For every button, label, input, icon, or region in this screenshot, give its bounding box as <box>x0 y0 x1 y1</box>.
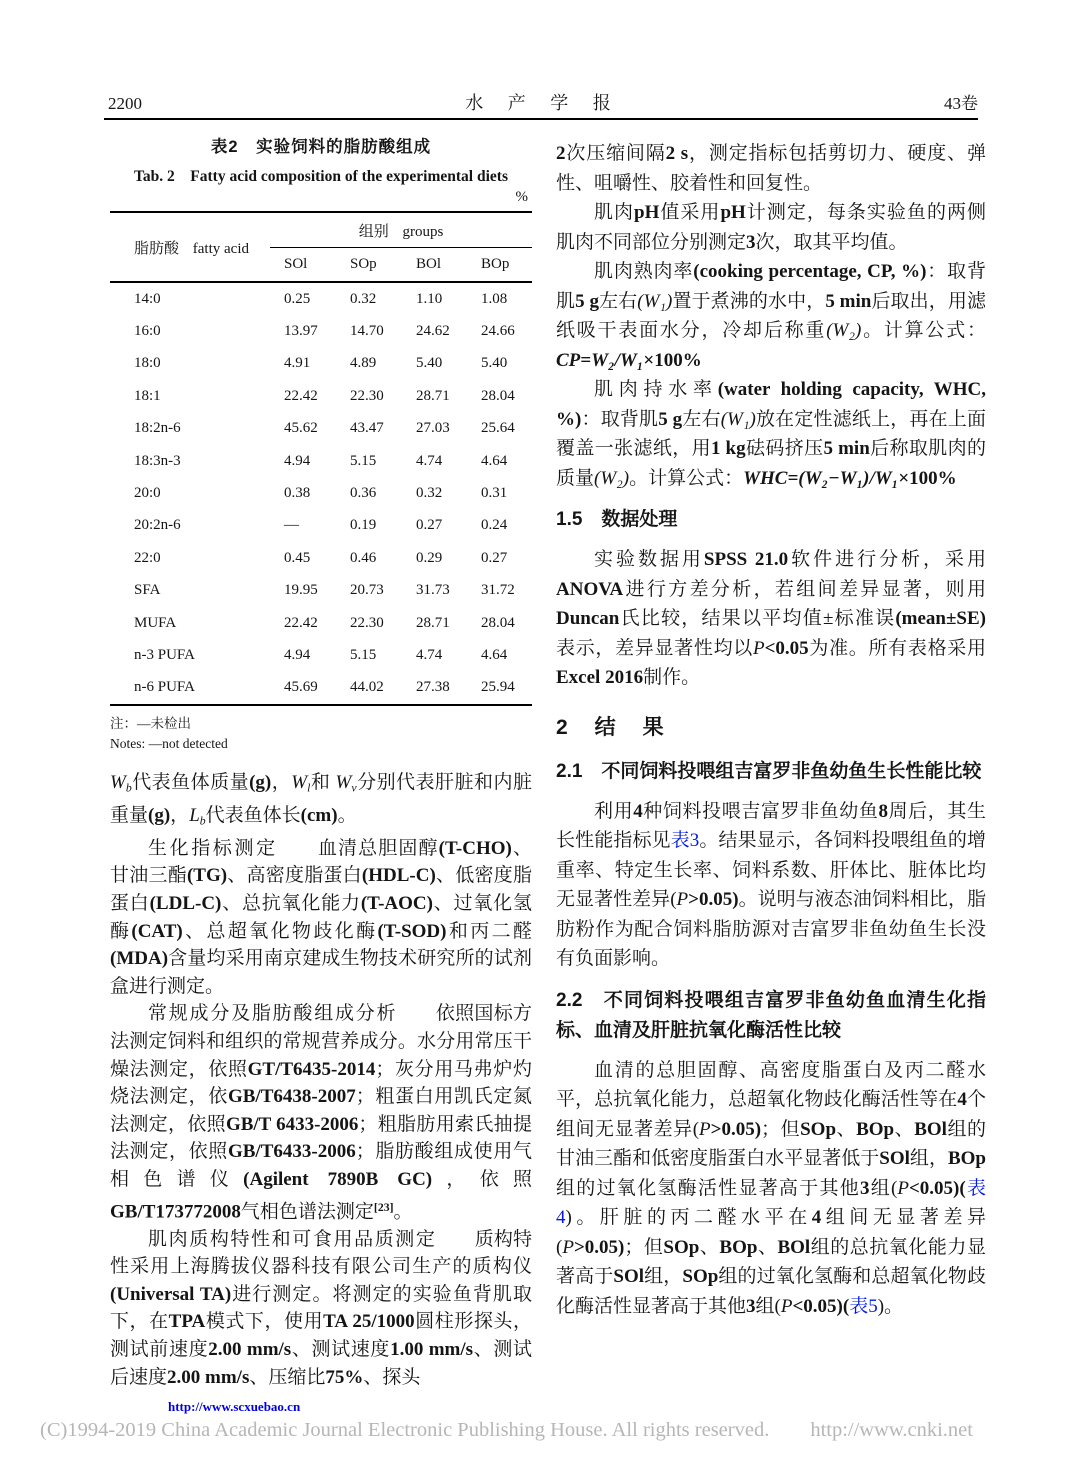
text-segment: SOp <box>800 1118 837 1140</box>
text-segment: 组的甘油三酯和低密度脂蛋白水平显著低于 <box>556 1118 986 1169</box>
text-segment: BOl <box>777 1236 811 1258</box>
text-segment: 、甘油三酯 <box>110 837 532 887</box>
table2-title-zh: 表2 实验饲料的脂肪酸组成 <box>210 138 432 156</box>
text-segment: 进行方差分析，若组间差异显著，则用 <box>623 578 986 600</box>
text-segment: P <box>699 1118 711 1140</box>
table-cell: 43.47 <box>350 420 384 437</box>
fatty-acid-table-body <box>110 282 532 705</box>
table-cell: 22.30 <box>350 614 384 631</box>
text-segment: 分别代表肝脏和内脏重量 <box>110 772 532 826</box>
left-column <box>110 133 532 1391</box>
text-segment: 放在定性滤纸上，再在上面覆盖一张滤纸，用 <box>556 408 986 459</box>
text-segment: 2 s <box>665 143 689 164</box>
text-segment: 依照国标方法测定饲料和组织的常规营养成分。水分用常压干燥法测定，依照 <box>110 1003 532 1080</box>
text-segment: (Universal TA) <box>110 1283 232 1305</box>
text-segment: CP=W₂/W₁ <box>556 349 644 371</box>
text-segment: 5 g <box>575 290 599 312</box>
table-cell: 5.15 <box>350 646 377 663</box>
text-segment: 。 <box>337 804 357 826</box>
text-segment: >0.05) <box>688 889 739 910</box>
text-segment: ANOVA <box>556 578 624 600</box>
text-segment: SOp <box>663 1236 700 1258</box>
text-segment: ×100% <box>898 467 957 489</box>
text-segment: 、总超氧化物歧化酶 <box>182 920 378 942</box>
row-header-zh: 脂肪酸 <box>134 240 180 257</box>
text-segment: 3 <box>860 1177 870 1199</box>
text-segment: 组， <box>644 1266 683 1287</box>
text-segment: ×100% <box>643 349 702 371</box>
text-segment: ；粗脂肪用索氏抽提法测定，依照 <box>110 1113 532 1163</box>
text-segment: 、探头 <box>363 1366 421 1388</box>
text-segment: 、过氧化氢酶 <box>110 893 532 942</box>
table-cell: 44.02 <box>350 679 384 696</box>
table-note <box>110 714 532 754</box>
text-segment: Duncan <box>556 608 620 629</box>
text-segment: 4 <box>811 1207 822 1228</box>
text-segment: 生化指标测定 <box>148 837 278 859</box>
table-cell: 0.32 <box>416 485 443 502</box>
text-segment: 制作。 <box>643 667 701 688</box>
text-segment: 肌肉 <box>594 202 635 223</box>
text-segment: (W₁) <box>720 408 756 430</box>
text-segment: 2.00 mm/s <box>208 1339 292 1361</box>
text-segment: 次，取其平均值。 <box>755 231 908 253</box>
text-segment: 。说明与液态油饲料相比，脂肪粉作为配合饲料脂肪源对吉富罗非鱼幼鱼生长没有负面影响。 <box>556 889 986 969</box>
fatty-acid-label: n-6 PUFA <box>134 679 195 696</box>
text-segment: 计测定，每条实验鱼的两侧肌肉不同部位分别测定 <box>556 202 986 253</box>
text-segment: )。肝脏的丙二醛水平在 <box>565 1207 812 1228</box>
text-segment: 进行测定。将测定的实验鱼背肌取下，在 <box>110 1283 532 1333</box>
table-cell: 24.66 <box>481 323 515 340</box>
text-segment: <0.05)( <box>792 1295 850 1317</box>
paragraph <box>556 1056 986 1322</box>
text-segment: TA 25/1000 <box>323 1311 415 1333</box>
text-segment: BOl <box>914 1118 947 1140</box>
text-segment: 模式下，使用 <box>205 1311 324 1333</box>
text-segment: 2 <box>556 143 566 164</box>
text-segment: 左右 <box>598 290 638 312</box>
table-ref-link[interactable]: 表4 <box>556 1177 986 1228</box>
table-cell: 4.74 <box>416 452 443 469</box>
table-row <box>110 315 532 347</box>
text-segment: 4 <box>957 1089 967 1110</box>
text-segment: 2.00 mm/s <box>167 1366 250 1388</box>
text-segment: 为准。所有表格采用 <box>808 637 986 659</box>
text-segment: 血清的总胆固醇、高密度脂蛋白及丙二醛水平，总抗氧化能力，总超氧化物歧化酶活性等在 <box>556 1059 986 1110</box>
table-note-en: Notes: —not detected <box>110 736 228 752</box>
table-cell: 0.19 <box>350 517 377 534</box>
text-segment: 5 min <box>823 438 870 459</box>
text-segment: P <box>897 1177 909 1199</box>
text-segment: 软件进行分析，采用 <box>788 549 986 570</box>
text-segment: (cooking percentage, CP, %) <box>693 261 927 282</box>
text-segment: (W₁) <box>637 290 673 312</box>
text-segment: GB/T6438-2007 <box>227 1086 356 1108</box>
paragraph <box>110 835 532 1001</box>
table-cell: 5.40 <box>481 355 508 372</box>
text-segment: l <box>307 781 311 795</box>
text-segment: ；但 <box>761 1118 801 1140</box>
text-segment: (g) <box>249 772 272 794</box>
text-segment: BOp <box>719 1236 758 1258</box>
text-segment: ；但 <box>624 1236 664 1258</box>
text-segment: 、测试速度 <box>291 1339 391 1361</box>
text-segment: W <box>110 772 126 794</box>
text-segment: 代表鱼体长 <box>205 804 301 826</box>
table-cell: 4.94 <box>284 646 311 663</box>
text-segment: 1.00 mm/s <box>390 1339 474 1361</box>
text-segment: 后称取肌肉的质量 <box>556 438 986 489</box>
text-segment: L <box>189 804 200 826</box>
table-cell: 0.29 <box>416 549 443 566</box>
table-cell: 45.69 <box>284 679 318 696</box>
text-segment: 肌肉质构特性和可食用品质测定 <box>148 1228 437 1250</box>
text-segment: 、高密度脂蛋白 <box>227 865 362 887</box>
text-segment: 血清总胆固醇 <box>317 837 439 859</box>
text-segment: 常规成分及脂肪酸组成分析 <box>148 1003 398 1025</box>
text-segment: 和 <box>310 772 336 794</box>
text-segment: ，依照 <box>432 1168 532 1190</box>
table-row <box>110 282 532 315</box>
table-row <box>110 348 532 380</box>
row-header-en: fatty acid <box>192 240 249 257</box>
text-segment: 75% <box>325 1366 364 1388</box>
text-segment: (HDL-C) <box>361 865 436 887</box>
text-segment: 、 <box>699 1236 720 1258</box>
text-segment: SOl <box>879 1148 910 1169</box>
text-segment: (T-AOC) <box>360 893 433 915</box>
text-segment: (TG) <box>186 865 228 887</box>
text-segment: 气相色谱法测定 <box>240 1201 374 1223</box>
table-cell: 28.71 <box>416 387 450 404</box>
text-segment: 组( <box>755 1295 781 1317</box>
text-segment: 、低密度脂蛋白 <box>110 865 532 915</box>
table-row <box>110 575 532 607</box>
text-segment: 后取出，用滤纸吸干表面水分，冷却后称重 <box>556 290 986 341</box>
text-segment: P <box>562 1236 574 1258</box>
text-segment: b <box>199 814 206 828</box>
section-heading-1-5: 1.5 数据处理 <box>556 509 678 530</box>
table-cell: 4.74 <box>416 646 443 663</box>
text-segment: 。计算公式： <box>629 467 744 489</box>
page-header <box>108 89 978 115</box>
fatty-acid-label: SFA <box>134 582 161 599</box>
paragraph <box>556 375 986 493</box>
table-cell: 1.10 <box>416 290 443 307</box>
table-cell: 27.38 <box>416 679 450 696</box>
fatty-acid-label: n-3 PUFA <box>134 646 195 663</box>
text-segment: b <box>125 781 132 795</box>
text-segment: 、总抗氧化能力 <box>221 893 361 915</box>
text-segment: 。 <box>393 1201 413 1223</box>
table-cell: 25.64 <box>481 420 515 437</box>
fatty-acid-table <box>110 211 532 706</box>
text-segment: >0.05) <box>573 1236 625 1258</box>
text-segment: [23] <box>373 1200 394 1214</box>
text-segment: 1 kg <box>710 438 746 459</box>
text-segment <box>397 1003 436 1024</box>
text-segment: (LDL-C) <box>149 893 222 915</box>
table-cell: 4.64 <box>481 452 508 469</box>
journal-website-link[interactable]: http://www.scxuebao.cn <box>168 1399 301 1414</box>
text-segment: SOl <box>613 1266 644 1287</box>
text-segment: BOp <box>856 1118 895 1140</box>
text-segment: W <box>291 772 308 794</box>
table-cell: 0.31 <box>481 485 508 502</box>
table-row <box>110 445 532 477</box>
text-segment: BOp <box>947 1148 986 1169</box>
paragraph <box>556 545 986 693</box>
table-cell: 0.27 <box>481 549 508 566</box>
table-ref-link[interactable]: 表3 <box>670 830 700 851</box>
text-segment: P <box>676 889 689 910</box>
table-cell: 1.08 <box>481 290 508 307</box>
table-cell: 0.25 <box>284 290 311 307</box>
section-heading-2-1: 2.1 不同饲料投喂组吉富罗非鱼幼鱼生长性能比较 <box>556 760 982 782</box>
text-segment: 肌肉持水率 <box>594 379 718 400</box>
table-row <box>110 510 532 542</box>
table-cell: 22.42 <box>284 614 318 631</box>
column-header: BOp <box>467 248 532 283</box>
table-row <box>110 380 532 412</box>
text-segment: TPA <box>168 1311 206 1333</box>
text-segment: GT/T6435-2014 <box>247 1058 376 1080</box>
fatty-acid-label: 22:0 <box>134 549 161 566</box>
paragraph <box>556 257 986 375</box>
table-cell: — <box>284 517 299 534</box>
table-cell: 45.62 <box>284 420 318 437</box>
section-heading-2-2: 2.2 不同饲料投喂组吉富罗非鱼幼鱼血清生化指标、血清及肝脏抗氧化酶活性比较 <box>556 989 986 1041</box>
text-segment: 、压缩比 <box>249 1366 326 1388</box>
text-segment: SPSS 21.0 <box>703 549 789 570</box>
table-cell: 19.95 <box>284 582 318 599</box>
text-segment: ；粗蛋白用凯氏定氮法测定，依照 <box>110 1086 532 1135</box>
text-segment: 组的过氧化氢酶和总超氧化物歧化酶活性显著高于其他 <box>556 1266 986 1317</box>
text-segment: 组间无显著差异( <box>556 1207 986 1258</box>
group-header-zh: 组别 <box>358 223 389 240</box>
text-segment: 利用 <box>594 800 634 822</box>
text-segment: pH <box>634 202 660 223</box>
table-cell: 4.89 <box>350 355 377 372</box>
text-segment: >0.05) <box>710 1118 762 1140</box>
text-segment: (g) <box>148 804 171 826</box>
text-segment: 值采用 <box>659 202 721 223</box>
text-segment: ：取背肌 <box>581 408 659 430</box>
text-segment: GB/T173772008 <box>110 1201 241 1223</box>
fatty-acid-label: 14:0 <box>134 290 161 307</box>
text-segment: 表示，差异显著性均以 <box>556 637 753 659</box>
text-segment: 肌肉熟肉率 <box>594 261 694 282</box>
table-cell: 4.91 <box>284 355 311 372</box>
paragraph <box>110 1226 532 1392</box>
journal-title: 水 产 学 报 <box>465 93 621 113</box>
table-cell: 22.30 <box>350 387 384 404</box>
text-segment: ， <box>271 772 292 794</box>
text-segment: 、测试后速度 <box>110 1339 532 1388</box>
text-segment: GB/T6433-2006 <box>227 1141 356 1163</box>
text-segment: 3 <box>746 231 756 253</box>
table-cell: 14.70 <box>350 323 384 340</box>
table-cell: 13.97 <box>284 323 318 340</box>
text-segment: (water holding capacity, WHC, %) <box>556 379 986 430</box>
table-row <box>110 542 532 574</box>
table-cell: 0.24 <box>481 517 508 534</box>
text-segment: 周后，其生长性能指标见 <box>556 800 986 851</box>
text-segment: 代表鱼体质量 <box>131 772 250 794</box>
text-segment: (W₂) <box>594 467 630 489</box>
page-number: 2200 <box>108 94 142 113</box>
table-ref-link[interactable]: 表5 <box>849 1295 878 1317</box>
table-cell: 0.46 <box>350 549 377 566</box>
table-cell: 28.71 <box>416 614 450 631</box>
table-cell: 22.42 <box>284 387 318 404</box>
table-row <box>110 639 532 671</box>
text-segment: 种饲料投喂吉富罗非鱼幼鱼 <box>642 800 879 822</box>
paragraph <box>556 139 986 198</box>
text-segment: 5 min <box>825 290 872 312</box>
text-segment: <0.05)( <box>908 1177 966 1199</box>
text-segment: v <box>351 781 357 795</box>
text-segment: 。结果显示，各饲料投喂组鱼的增重率、特定生长率、饲料系数、肝体比、脏体比均无显著性差异( <box>556 830 986 910</box>
table-cell: 20.73 <box>350 582 384 599</box>
table-cell: 0.38 <box>284 485 311 502</box>
text-segment: ，测定指标包括剪切力、硬度、弹性、咀嚼性、胶着性和回复性。 <box>556 143 986 194</box>
table-cell: 0.32 <box>350 290 377 307</box>
column-header: BOl <box>402 248 467 283</box>
paragraph <box>110 769 532 835</box>
group-header-en: groups <box>402 223 444 240</box>
table-cell: 0.27 <box>416 517 443 534</box>
table-cell: 31.72 <box>481 582 515 599</box>
text-segment: 氏比较，结果以平均值±标准误 <box>619 608 896 629</box>
text-segment: (W₂) <box>826 320 862 341</box>
column-header: SOl <box>270 248 336 283</box>
table2-unit: % <box>515 189 528 205</box>
text-segment: 组的过氧化氢酶活性显著高于其他 <box>556 1177 860 1199</box>
text-segment: 含量均采用南京建成生物技术研究所的试剂盒进行测定。 <box>110 948 532 997</box>
text-segment: ；脂肪酸组成使用气相色谱仪 <box>110 1141 532 1190</box>
table-cell: 28.04 <box>481 614 515 631</box>
header-rule <box>104 118 978 120</box>
text-segment: 组， <box>909 1148 948 1169</box>
text-segment: 、 <box>836 1118 857 1140</box>
table-cell: 0.36 <box>350 485 377 502</box>
text-segment: )。 <box>877 1295 904 1317</box>
text-segment: P <box>780 1295 793 1317</box>
fatty-acid-label: 18:3n-3 <box>134 452 181 469</box>
text-segment: 砝码挤压 <box>745 438 824 459</box>
text-segment <box>278 838 318 859</box>
table-cell: 31.73 <box>416 582 450 599</box>
table-row <box>110 672 532 705</box>
text-segment: (T-SOD) <box>377 920 447 942</box>
cnki-watermark: (C)1994-2019 China Academic Journal Electronic Publishing House. All rights reserved. http://www.cnki.net <box>40 1419 973 1441</box>
table-cell: 25.94 <box>481 679 515 696</box>
text-segment: 。计算公式： <box>861 320 986 341</box>
text-segment: 次压缩间隔 <box>565 143 666 164</box>
text-segment: WHC=(W₂−W₁)/W₁ <box>743 467 899 489</box>
fatty-acid-label: MUFA <box>134 614 177 631</box>
text-segment: 8 <box>878 800 888 822</box>
table2-title-en: Tab. 2 Fatty acid composition of the experimental diets <box>134 168 508 185</box>
text-segment: (mean±SE) <box>895 608 986 629</box>
text-segment: 左右 <box>682 408 721 430</box>
table-note-zh: 注：—未检出 <box>110 716 191 732</box>
fatty-acid-label: 20:2n-6 <box>134 517 181 534</box>
table-cell: 24.62 <box>416 323 450 340</box>
fatty-acid-label: 20:0 <box>134 485 161 502</box>
text-segment: (MDA) <box>110 948 169 970</box>
fatty-acid-label: 18:0 <box>134 355 161 372</box>
row-header-cell <box>110 212 270 282</box>
paragraph <box>556 198 986 257</box>
text-segment: 5 g <box>658 408 683 430</box>
text-segment: P <box>753 637 765 659</box>
text-segment: Excel 2016 <box>556 667 644 688</box>
volume-label: 43卷 <box>944 94 978 113</box>
table-cell: 27.03 <box>416 420 450 437</box>
text-segment: ：取背肌 <box>556 261 986 312</box>
text-segment: 组的总抗氧化能力显著高于 <box>556 1236 986 1287</box>
table-cell: 5.15 <box>350 452 377 469</box>
text-segment: 4 <box>633 800 643 822</box>
text-segment: (CAT) <box>131 920 183 942</box>
group-header-cell <box>270 212 532 248</box>
text-segment: 个组间无显著差异( <box>556 1089 986 1140</box>
table-row <box>110 413 532 445</box>
right-column <box>556 139 986 1321</box>
text-segment: (Agilent 7890B GC) <box>243 1168 433 1190</box>
section-heading-2: 2 结 果 <box>556 715 667 739</box>
text-segment: 圆柱形探头，测试前速度 <box>110 1311 532 1361</box>
text-segment: 、 <box>894 1118 915 1140</box>
fatty-acid-label: 18:2n-6 <box>134 420 181 437</box>
text-segment: ；灰分用马弗炉灼烧法测定，依 <box>110 1058 532 1108</box>
text-segment: pH <box>720 202 746 223</box>
text-segment: SOp <box>682 1266 719 1287</box>
text-segment: W <box>335 772 352 794</box>
paragraph <box>556 797 986 974</box>
table-cell: 4.94 <box>284 452 311 469</box>
text-segment: 、 <box>757 1236 778 1258</box>
table-row <box>110 607 532 639</box>
text-segment: (cm) <box>300 804 338 826</box>
text-segment: 3 <box>746 1295 756 1317</box>
table-row <box>110 477 532 509</box>
table-cell: 5.40 <box>416 355 443 372</box>
text-segment <box>437 1229 475 1250</box>
text-segment: 组( <box>869 1177 898 1199</box>
text-segment: ， <box>170 804 190 826</box>
column-header: SOp <box>336 248 402 283</box>
text-segment: 和丙二醛 <box>446 920 532 942</box>
fatty-acid-label: 16:0 <box>134 323 161 340</box>
text-segment: <0.05 <box>764 637 809 659</box>
table-cell: 0.45 <box>284 549 311 566</box>
text-segment: 置于煮沸的水中， <box>672 290 826 312</box>
text-segment: 实验数据用 <box>594 549 704 570</box>
text-segment: (T-CHO) <box>438 837 512 859</box>
text-segment: GB/T 6433-2006 <box>225 1113 359 1135</box>
fatty-acid-label: 18:1 <box>134 387 161 404</box>
text-segment: 质构特性采用上海腾拔仪器科技有限公司生产的质构仪 <box>110 1228 532 1278</box>
paragraph <box>110 1000 532 1225</box>
table-cell: 28.04 <box>481 387 515 404</box>
table-cell: 4.64 <box>481 646 508 663</box>
